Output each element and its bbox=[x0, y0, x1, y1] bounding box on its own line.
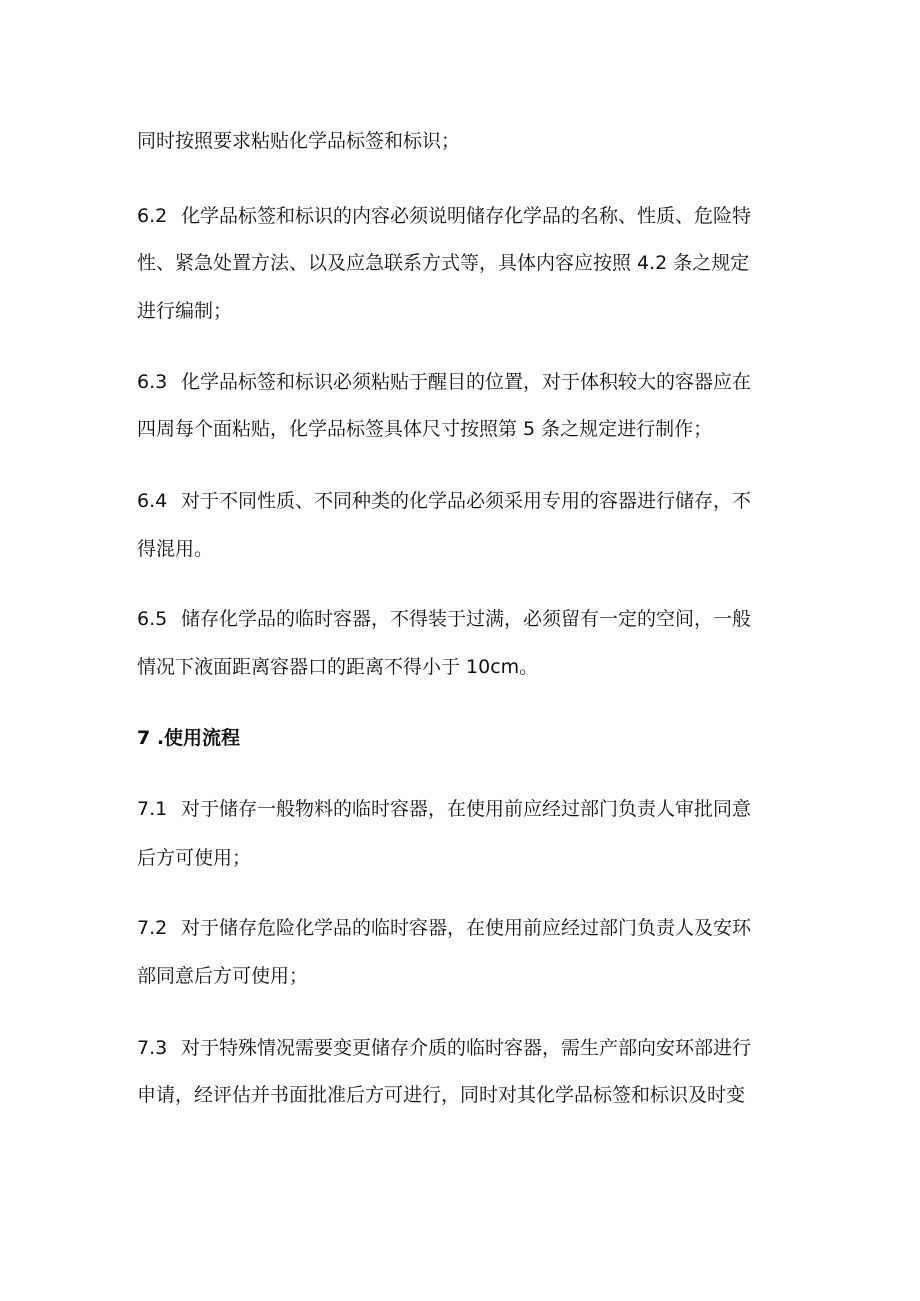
clause-7-1-line-2: 后方可使用； bbox=[137, 847, 252, 869]
section-heading: 7 .使用流程 bbox=[137, 727, 241, 749]
clause-6-3-line-2: 四周每个面粘贴，化学品标签具体尺寸按照第 5 条之规定进行制作； bbox=[137, 418, 713, 440]
clause-number: 6.2 bbox=[137, 205, 168, 227]
clause-text: 对于不同性质、不同种类的化学品必须采用专用的容器进行储存，不 bbox=[181, 490, 752, 512]
clause-text: 对于特殊情况需要变更储存介质的临时容器，需生产部向安环部进行 bbox=[181, 1037, 752, 1059]
clause-6-5-line-2: 情况下液面距离容器口的距离不得小于 10cm。 bbox=[137, 656, 539, 678]
clause-6-2-line-3: 进行编制； bbox=[137, 300, 233, 322]
clause-6-3-line-1 bbox=[137, 370, 751, 394]
clause-7-2-line-2: 部同意后方可使用； bbox=[137, 965, 309, 987]
clause-text: 化学品标签和标识必须粘贴于醒目的位置，对于体积较大的容器应在 bbox=[181, 371, 752, 393]
clause-7-3-line-2: 申请，经评估并书面批准后方可进行，同时对其化学品标签和标识及时变 bbox=[137, 1084, 746, 1106]
clause-text: 对于储存危险化学品的临时容器，在使用前应经过部门负责人及安环 bbox=[181, 917, 752, 939]
clause-6-2-line-1 bbox=[137, 204, 751, 228]
clause-6-4-line-1 bbox=[137, 489, 751, 513]
clause-7-2-line-1 bbox=[137, 916, 751, 940]
clause-6-4-line-2: 得混用。 bbox=[137, 538, 214, 560]
clause-text: 对于储存一般物料的临时容器，在使用前应经过部门负责人审批同意 bbox=[181, 798, 752, 820]
clause-number: 6.3 bbox=[137, 371, 168, 393]
clause-number: 7.1 bbox=[137, 798, 168, 820]
clause-6-2-line-2: 性、紧急处置方法、以及应急联系方式等，具体内容应按照 4.2 条之规定 bbox=[137, 252, 750, 274]
clause-number: 7.2 bbox=[137, 917, 168, 939]
clause-number: 7.3 bbox=[137, 1037, 168, 1059]
intro-continuation: 同时按照要求粘贴化学品标签和标识； bbox=[137, 130, 461, 152]
clause-number: 6.5 bbox=[137, 608, 168, 630]
clause-7-1-line-1 bbox=[137, 797, 751, 821]
clause-text: 储存化学品的临时容器，不得装于过满，必须留有一定的空间，一般 bbox=[181, 608, 752, 630]
clause-number: 6.4 bbox=[137, 490, 168, 512]
clause-7-3-line-1 bbox=[137, 1036, 751, 1060]
clause-text: 化学品标签和标识的内容必须说明储存化学品的名称、性质、危险特 bbox=[181, 205, 752, 227]
clause-6-5-line-1 bbox=[137, 607, 751, 631]
